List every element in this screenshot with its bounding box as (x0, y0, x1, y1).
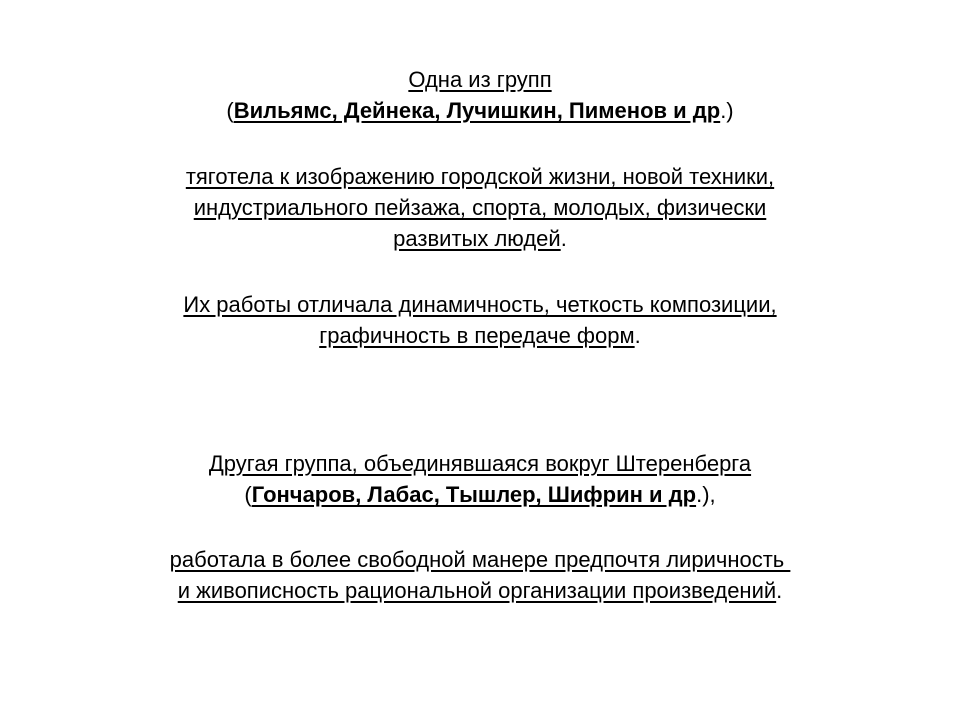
group2-manner-line1: работала в более свободной манере предпочтя лиричность (169, 547, 791, 572)
group1-features-line1: Их работы отличала динамичность, четкость композиции, (183, 292, 777, 317)
group2-manner (60, 544, 900, 606)
group2-intro (60, 448, 900, 510)
group2-manner-line2: и живописность рациональной организации произведений (177, 578, 777, 603)
group1-artists: Вильямс, Дейнека, Лучишкин, Пименов и др (233, 98, 721, 123)
group1-features-line2: графичность в передаче форм (319, 323, 635, 348)
group1-intro (60, 64, 900, 126)
group1-features (60, 289, 900, 351)
group2-artists: Гончаров, Лабас, Тышлер, Шифрин и др (251, 482, 697, 507)
group1-tendency-line1: тяготела к изображению городской жизни, новой техники, (185, 164, 775, 189)
group2-manner-end: . (776, 578, 783, 603)
group2-close-paren: .), (696, 482, 716, 507)
group2-heading: Другая группа, объединявшаяся вокруг Штеренберга (208, 451, 752, 476)
group1-tendency (60, 161, 900, 254)
group1-tendency-line3: развитых людей (393, 226, 561, 251)
group2-open-paren: ( (244, 482, 252, 507)
group1-tendency-end: . (560, 226, 567, 251)
group1-tendency-line2: индустриального пейзажа, спорта, молодых, физически (193, 195, 767, 220)
group1-open-paren: ( (226, 98, 234, 123)
group1-close-paren: .) (720, 98, 734, 123)
group1-features-end: . (634, 323, 641, 348)
group1-heading: Одна из групп (408, 67, 552, 92)
